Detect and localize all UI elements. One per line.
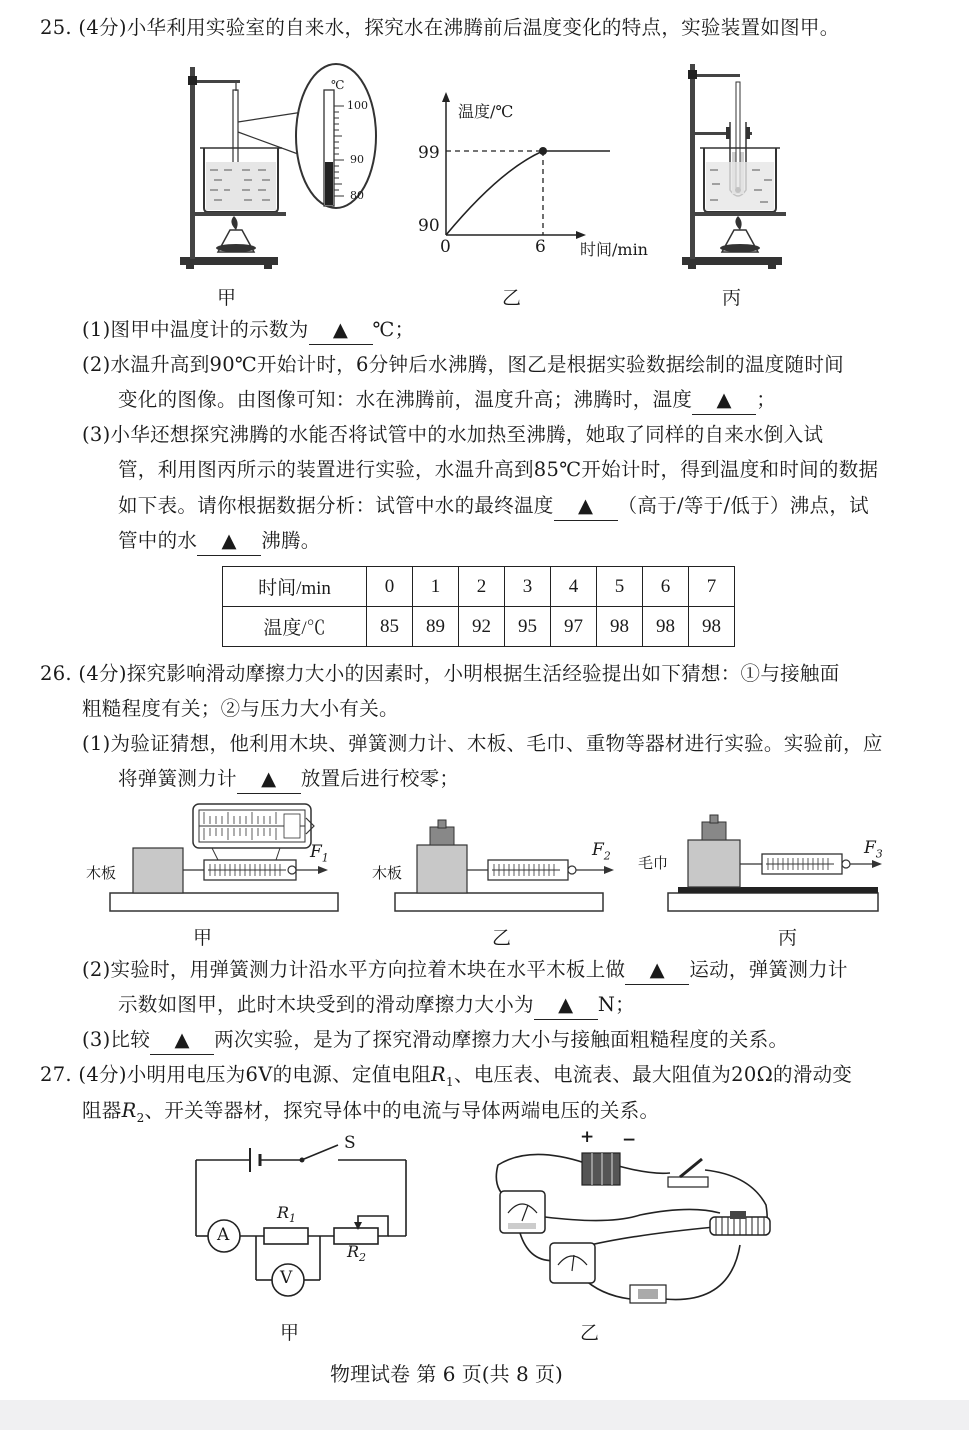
table-cell: 2 — [459, 567, 505, 607]
table-cell: 97 — [551, 607, 597, 647]
table-cell: 1 — [413, 567, 459, 607]
table-header-time: 时间/min — [223, 567, 367, 607]
q25-part2-line1: (2)水温升高到90℃开始计时，6分钟后水沸腾，图乙是根据实验数据绘制的温度随时间 — [82, 353, 844, 376]
table-cell: 98 — [597, 607, 643, 647]
label-voltmeter-v: V — [280, 1268, 293, 1288]
label-battery-plus: + — [580, 1127, 595, 1147]
caption-friction-yi: 乙 — [492, 927, 512, 949]
table-cell: 5 — [597, 567, 643, 607]
thermo-80: 80 — [350, 189, 364, 202]
q25-part3-line2: 管，利用图丙所示的装置进行实验，水温升高到85℃开始计时，得到温度和时间的数据 — [118, 458, 879, 481]
table-cell: 89 — [413, 607, 459, 647]
thermo-100: 100 — [347, 99, 368, 112]
label-r1: $R_1$ — [277, 1203, 297, 1226]
q25-part3-line3: 如下表。请你根据数据分析：试管中水的最终温度 ▲ （高于/等于/低于）沸点，试 — [118, 492, 869, 521]
graph-x0: 0 — [440, 237, 451, 257]
table-cell: 0 — [367, 567, 413, 607]
q26-part1-line1: (1)为验证猜想，他利用木块、弹簧测力计、木板、毛巾、重物等器材进行实验。实验前，应 — [82, 732, 883, 755]
q26-part2-line1: (2)实验时，用弹簧测力计沿水平方向拉着木块在水平木板上做 ▲ 运动，弹簧测力计 — [82, 956, 848, 985]
table-row — [223, 567, 735, 607]
table-cell: 95 — [505, 607, 551, 647]
graph-y99: 99 — [418, 143, 440, 163]
q26-line1: 26. (4分)探究影响滑动摩擦力大小的因素时，小明根据生活经验提出如下猜想：①与接触面 — [40, 662, 840, 685]
q25-part3-line4: 管中的水 ▲ 沸腾。 — [118, 527, 321, 556]
answer-blank: ▲ — [534, 991, 598, 1020]
label-muban-2: 木板 — [372, 864, 403, 882]
caption-friction-jia: 甲 — [193, 927, 213, 949]
answer-blank: ▲ — [554, 492, 618, 521]
label-f3: $F_3$ — [864, 838, 883, 861]
q27-line2: 阻器$R_2$、开关等器材，探究导体中的电流与导体两端电压的关系。 — [82, 1099, 660, 1125]
circuit-diagram — [188, 1138, 418, 1298]
label-muban-1: 木板 — [86, 864, 117, 882]
answer-blank: ▲ — [692, 386, 756, 415]
table-cell: 7 — [689, 567, 735, 607]
table-header-temp: 温度/℃ — [223, 607, 367, 647]
graph-ylabel: 温度/℃ — [458, 102, 514, 121]
q25-part2-line2: 变化的图像。由图像可知：水在沸腾前，温度升高；沸腾时，温度 ▲ ； — [118, 386, 776, 415]
graph-x6: 6 — [535, 237, 546, 257]
answer-blank: ▲ — [197, 527, 261, 556]
table-cell: 85 — [367, 607, 413, 647]
caption-yi: 乙 — [502, 287, 522, 309]
graph-xlabel: 时间/min — [580, 240, 648, 259]
label-switch-s: S — [344, 1133, 356, 1153]
q25-part3-line1: (3)小华还想探究沸腾的水能否将试管中的水加热至沸腾，她取了同样的自来水倒入试 — [82, 423, 824, 446]
label-f1: $F_1$ — [310, 842, 329, 865]
page-footer: 物理试卷 第 6 页(共 8 页) — [330, 1362, 563, 1386]
q25-title: 25. (4分)小华利用实验室的自来水，探究水在沸腾前后温度变化的特点，实验装置如图甲。 — [40, 16, 840, 39]
q25-part1: (1)图甲中温度计的示数为 ▲ ℃； — [82, 316, 414, 345]
caption-friction-bing: 丙 — [778, 927, 798, 949]
q26-part1-line2: 将弹簧测力计 ▲ 放置后进行校零； — [118, 765, 459, 794]
figure-jia-apparatus — [178, 62, 378, 272]
q27-line1: 27. (4分)小明用电压为6V的电源、定值电阻$R_1$、电压表、电流表、最大阻值为20Ω的滑动变 — [40, 1063, 853, 1089]
q26-part2-line2: 示数如图甲，此时木块受到的滑动摩擦力大小为 ▲ N； — [118, 991, 635, 1020]
label-ammeter-a: A — [217, 1225, 230, 1245]
answer-blank: ▲ — [150, 1026, 214, 1055]
table-cell: 3 — [505, 567, 551, 607]
caption-circuit-yi: 乙 — [580, 1322, 600, 1344]
table-cell: 98 — [643, 607, 689, 647]
caption-jia: 甲 — [217, 287, 237, 309]
label-battery-minus: − — [622, 1130, 637, 1150]
answer-blank: ▲ — [237, 765, 301, 794]
page-bottom-band — [0, 1400, 969, 1430]
caption-circuit-jia: 甲 — [280, 1322, 300, 1344]
q26-line2: 粗糙程度有关；②与压力大小有关。 — [82, 697, 399, 720]
answer-blank: ▲ — [309, 316, 373, 345]
thermo-90: 90 — [350, 153, 364, 166]
graph-y90: 90 — [418, 216, 440, 236]
friction-figures — [100, 800, 890, 920]
label-r2: $R_2$ — [347, 1242, 367, 1265]
thermo-unit: ℃ — [331, 78, 345, 92]
table-cell: 4 — [551, 567, 597, 607]
physical-circuit — [490, 1135, 790, 1315]
table-cell: 98 — [689, 607, 735, 647]
table-cell: 6 — [643, 567, 689, 607]
figure-bing-apparatus — [680, 62, 790, 272]
answer-blank: ▲ — [625, 956, 689, 985]
label-f2: $F_2$ — [592, 840, 611, 863]
q26-part3: (3)比较 ▲ 两次实验，是为了探究滑动摩擦力大小与接触面粗糙程度的关系。 — [82, 1026, 788, 1055]
caption-bing: 丙 — [722, 287, 742, 309]
label-maojin: 毛巾 — [638, 854, 669, 872]
table-cell: 92 — [459, 607, 505, 647]
data-table — [222, 566, 735, 647]
table-row — [223, 607, 735, 647]
